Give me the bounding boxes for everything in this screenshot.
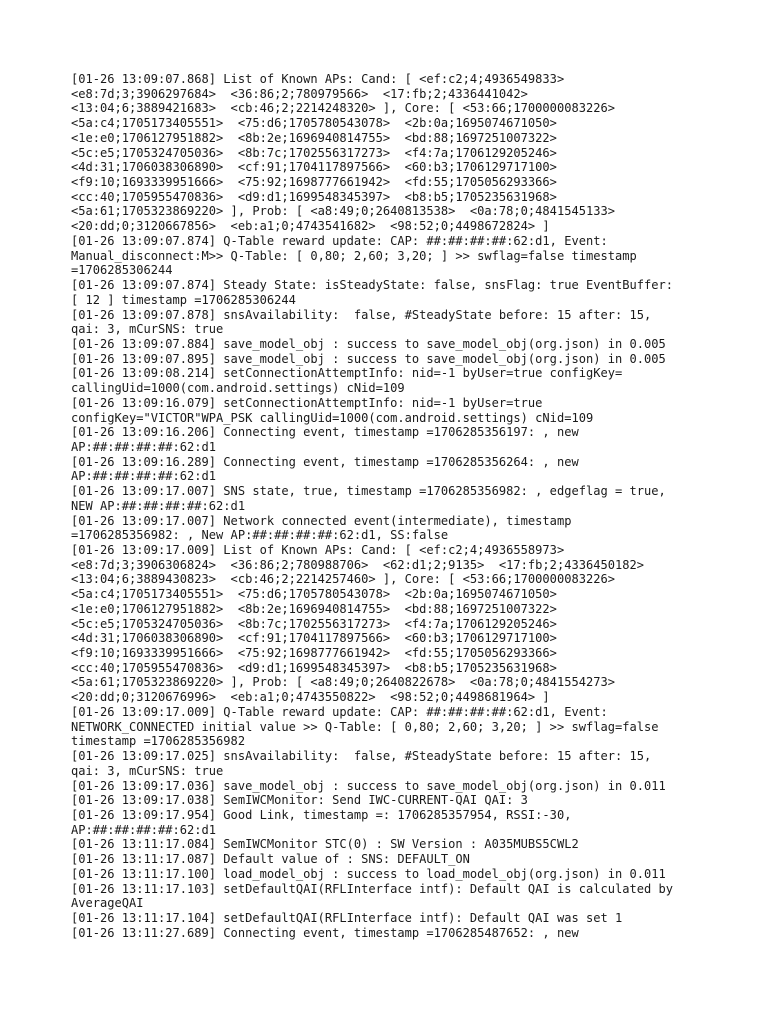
log-line: [01-26 13:09:08.214] setConnectionAttemptInfo: nid=-1 byUser=true configKey= <box>71 366 623 381</box>
log-text-block <box>71 72 711 940</box>
log-line: [ 12 ] timestamp =1706285306244 <box>71 292 296 307</box>
log-line: [01-26 13:11:27.689] Connecting event, timestamp =1706285487652: , new <box>71 925 579 940</box>
log-line: [01-26 13:09:07.878] snsAvailability: false, #SteadyState before: 15 after: 15, <box>71 307 652 322</box>
log-line: [01-26 13:09:17.036] save_model_obj : success to save_model_obj(org.json) in 0.011 <box>71 778 666 793</box>
log-line: [01-26 13:09:17.007] Network connected event(intermediate), timestamp <box>71 513 572 528</box>
log-line: <5a:c4;1705173405551> <75:d6;1705780543078> <2b:0a;1695074671050> <box>71 116 557 131</box>
log-line: <5a:c4;1705173405551> <75:d6;1705780543078> <2b:0a;1695074671050> <box>71 587 557 602</box>
log-line: <5c:e5;1705324705036> <8b:7c;1702556317273> <f4:7a;1706129205246> <box>71 145 557 160</box>
log-line: =1706285306244 <box>71 263 173 278</box>
log-line: =1706285356982: , New AP:##:##:##:##:62:d1, SS:false <box>71 528 449 543</box>
log-line: [01-26 13:09:17.009] List of Known APs: Cand: [ <ef:c2;4;4936558973> <box>71 543 565 557</box>
log-line: [01-26 13:11:17.084] SemIWCMonitor STC(0) : SW Version : A035MUBS5CWL2 <box>71 837 579 852</box>
log-line: qai: 3, mCurSNS: true <box>71 763 224 778</box>
log-line: [01-26 13:09:07.868] List of Known APs: Cand: [ <ef:c2;4;4936549833> <box>71 72 565 86</box>
log-line: AP:##:##:##:##:62:d1 <box>71 469 217 484</box>
log-line: [01-26 13:09:17.009] Q-Table reward update: CAP: ##:##:##:##:62:d1, Event: <box>71 704 608 719</box>
log-line: <1e:e0;1706127951882> <8b:2e;1696940814755> <bd:88;1697251007322> <box>71 130 557 145</box>
log-line: <5a:61;1705323869220> ], Prob: [ <a8:49;0;2640822678> <0a:78;0;4841554273> <box>71 675 615 690</box>
log-line: <e8:7d;3;3906306824> <36:86;2;780988706> <62:d1;2;9135> <17:fb;2;4336450182> <box>71 557 644 572</box>
log-line: <4d:31;1706038306890> <cf:91;1704117897566> <60:b3;1706129717100> <box>71 160 557 175</box>
log-line: [01-26 13:09:07.874] Steady State: isSteadyState: false, snsFlag: true EventBuffer: <box>71 278 673 293</box>
log-line: <f9:10;1693339951666> <75:92;1698777661942> <fd:55;1705056293366> <box>71 646 557 661</box>
log-line: <13:04;6;3889421683> <cb:46;2;2214248320> ], Core: [ <53:66;1700000083226> <box>71 101 615 116</box>
log-line: <1e:e0;1706127951882> <8b:2e;1696940814755> <bd:88;1697251007322> <box>71 601 557 616</box>
log-line: <5c:e5;1705324705036> <8b:7c;1702556317273> <f4:7a;1706129205246> <box>71 616 557 631</box>
log-line: [01-26 13:11:17.103] setDefaultQAI(RFLInterface intf): Default QAI is calculated by <box>71 881 673 896</box>
log-line: <cc:40;1705955470836> <d9:d1;1699548345397> <b8:b5;1705235631968> <box>71 189 557 204</box>
log-line: [01-26 13:09:17.025] snsAvailability: false, #SteadyState before: 15 after: 15, <box>71 749 652 764</box>
log-line: NEW AP:##:##:##:##:62:d1 <box>71 498 246 513</box>
log-line: configKey="VICTOR"WPA_PSK callingUid=1000(com.android.settings) cNid=109 <box>71 410 594 425</box>
log-line: timestamp =1706285356982 <box>71 734 246 749</box>
log-line: AverageQAI <box>71 896 144 911</box>
log-line: [01-26 13:09:07.895] save_model_obj : success to save_model_obj(org.json) in 0.005 <box>71 351 666 366</box>
log-line: [01-26 13:09:16.079] setConnectionAttemptInfo: nid=-1 byUser=true <box>71 395 543 410</box>
log-line: [01-26 13:11:17.100] load_model_obj : success to load_model_obj(org.json) in 0.011 <box>71 866 666 881</box>
log-line: [01-26 13:09:17.954] Good Link, timestamp =: 1706285357954, RSSI:-30, <box>71 807 572 822</box>
log-line: [01-26 13:09:17.007] SNS state, true, timestamp =1706285356982: , edgeflag = true, <box>71 484 666 499</box>
log-line: callingUid=1000(com.android.settings) cNid=109 <box>71 381 405 396</box>
log-line: [01-26 13:09:07.874] Q-Table reward update: CAP: ##:##:##:##:62:d1, Event: <box>71 233 608 248</box>
log-line: [01-26 13:09:17.038] SemIWCMonitor: Send IWC-CURRENT-QAI QAI: 3 <box>71 793 528 808</box>
log-line: <4d:31;1706038306890> <cf:91;1704117897566> <60:b3;1706129717100> <box>71 631 557 646</box>
log-line: qai: 3, mCurSNS: true <box>71 322 224 337</box>
log-line: Manual_disconnect:M>> Q-Table: [ 0,80; 2,60; 3,20; ] >> swflag=false timestamp <box>71 248 637 263</box>
log-line: [01-26 13:09:07.884] save_model_obj : success to save_model_obj(org.json) in 0.005 <box>71 336 666 351</box>
log-line: [01-26 13:09:16.206] Connecting event, timestamp =1706285356197: , new <box>71 425 579 440</box>
log-line: <5a:61;1705323869220> ], Prob: [ <a8:49;0;2640813538> <0a:78;0;4841545133> <box>71 204 615 219</box>
log-line: <20:dd;0;3120667856> <eb:a1;0;4743541682> <98:52;0;4498672824> ] <box>71 219 550 234</box>
log-line: <13:04;6;3889430823> <cb:46;2;2214257460> ], Core: [ <53:66;1700000083226> <box>71 572 615 587</box>
log-line: AP:##:##:##:##:62:d1 <box>71 439 217 454</box>
log-line: <20:dd;0;3120676996> <eb:a1;0;4743550822> <98:52;0;4498681964> ] <box>71 690 550 705</box>
log-line: <cc:40;1705955470836> <d9:d1;1699548345397> <b8:b5;1705235631968> <box>71 660 557 675</box>
log-line: [01-26 13:11:17.087] Default value of : SNS: DEFAULT_ON <box>71 852 470 867</box>
log-line: <f9:10;1693339951666> <75:92;1698777661942> <fd:55;1705056293366> <box>71 175 557 190</box>
log-line: <e8:7d;3;3906297684> <36:86;2;780979566> <17:fb;2;4336441042> <box>71 86 528 101</box>
log-line: NETWORK_CONNECTED initial value >> Q-Table: [ 0,80; 2,60; 3,20; ] >> swflag=false <box>71 719 659 734</box>
log-line: [01-26 13:11:17.104] setDefaultQAI(RFLInterface intf): Default QAI was set 1 <box>71 910 623 925</box>
log-line: [01-26 13:09:16.289] Connecting event, timestamp =1706285356264: , new <box>71 454 579 469</box>
log-line: AP:##:##:##:##:62:d1 <box>71 822 217 837</box>
